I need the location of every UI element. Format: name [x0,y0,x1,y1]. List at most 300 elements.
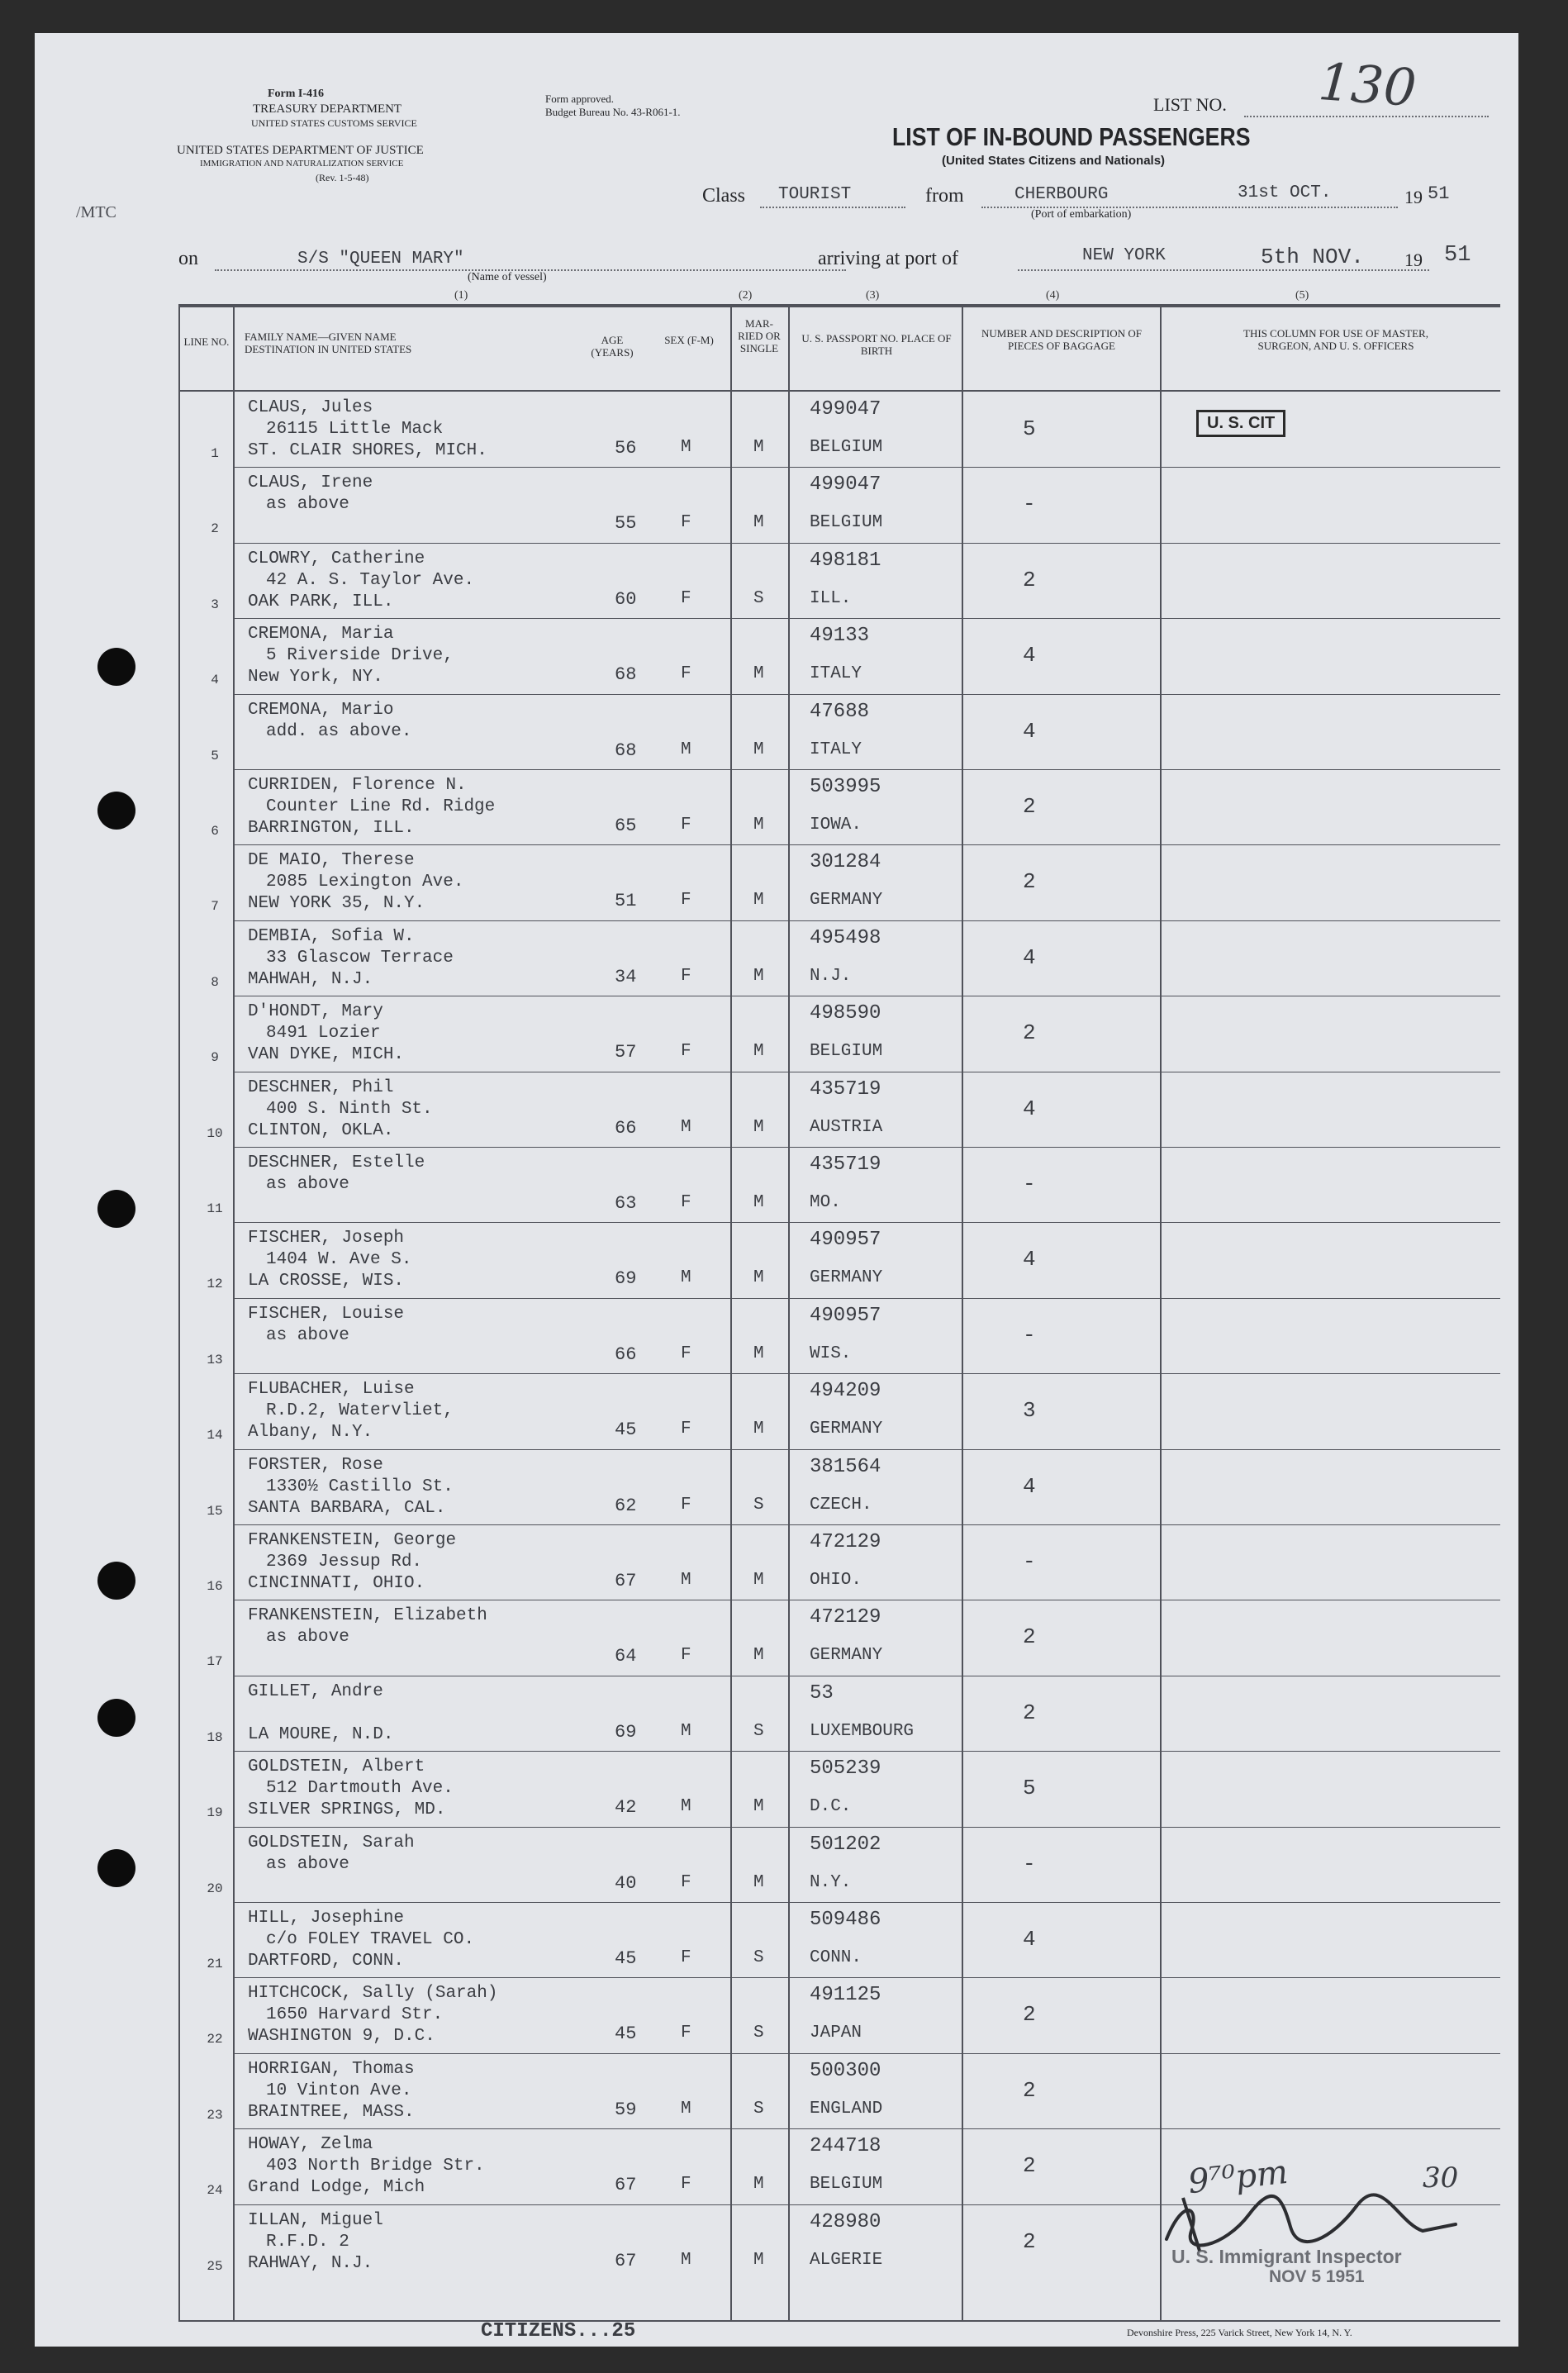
baggage-count: - [1023,492,1036,517]
passport-number: 501202 [810,1833,881,1856]
address-line-1: 42 A. S. Taylor Ave. [266,570,475,590]
marital-status: M [753,1420,764,1439]
baggage-count: 5 [1023,416,1036,441]
passport-number: 381564 [810,1455,881,1478]
line-number: 25 [207,2258,223,2274]
passenger-name: HOWAY, Zelma [248,2135,373,2155]
passenger-name: CREMONA, Maria [248,625,394,644]
arriving-label: arriving at port of [818,248,958,269]
place-of-birth: ILL. [810,588,852,608]
passport-number: 490957 [810,1304,881,1327]
age: 67 [615,2175,637,2196]
table-top-border [178,304,1500,307]
budget-bureau: Budget Bureau No. 43-R061-1. [545,106,681,118]
arrival-port: NEW YORK [1082,246,1166,265]
address-line-2: VAN DYKE, MICH. [248,1045,405,1065]
place-of-birth: OHIO. [810,1571,862,1590]
place-of-birth: CZECH. [810,1495,872,1515]
form-revision: (Rev. 1-5-48) [316,172,369,183]
passenger-name: FRANKENSTEIN, George [248,1531,457,1550]
passport-number: 435719 [810,1153,881,1176]
address-line-2: OAK PARK, ILL. [248,592,394,611]
age: 68 [615,664,637,686]
departure-year: 51 [1428,183,1450,204]
header-married-single: MAR-RIED OR SINGLE [738,317,781,354]
arrival-year: 51 [1444,243,1471,268]
address-line-1: 2369 Jessup Rd. [266,1553,423,1572]
age: 69 [615,1721,637,1743]
place-of-birth: N.Y. [810,1872,852,1892]
line-number: 6 [211,824,219,839]
place-of-birth: GERMANY [810,1268,883,1288]
age: 55 [615,513,637,535]
table-row [35,1072,1518,1147]
handwritten-total: 30 [1423,2161,1459,2195]
list-no-label: LIST NO. [1153,94,1227,115]
baggage-count: 4 [1023,1473,1036,1499]
sex: M [681,1268,691,1288]
address-line-1: 400 S. Ninth St. [266,1099,433,1119]
baggage-count: 3 [1023,1398,1036,1424]
passenger-name: CREMONA, Mario [248,700,394,720]
class-underline [760,207,905,208]
age: 67 [615,1571,637,1591]
passport-number: 244718 [810,2135,881,2158]
passport-number: 495498 [810,926,881,949]
baggage-count: 2 [1023,2228,1036,2254]
line-number: 1 [211,446,219,461]
marital-status: M [753,1117,764,1137]
age: 63 [615,1193,637,1214]
address-line-1: 8491 Lozier [266,1024,381,1044]
port-of-embarkation: CHERBOURG [1014,185,1109,204]
address-line-2: LA CROSSE, WIS. [248,1272,405,1291]
passport-number: 301284 [810,851,881,874]
address-line-1: 10 Vinton Ave. [266,2081,412,2100]
line-number: 14 [207,1428,223,1443]
passport-number: 509486 [810,1909,881,1931]
passenger-manifest-page [35,33,1518,2347]
sex: F [681,816,691,835]
marital-status: M [753,1042,764,1062]
age: 57 [615,1042,637,1063]
place-of-birth: D.C. [810,1797,852,1817]
marital-status: S [753,1495,764,1515]
line-number: 16 [207,1579,223,1594]
passport-number: 499047 [810,398,881,421]
address-line-2: NEW YORK 35, N.Y. [248,894,425,914]
column-number-5: (5) [1295,289,1309,302]
baggage-count: 4 [1023,944,1036,970]
sex: F [681,513,691,533]
marital-status: M [753,891,764,911]
passenger-name: D'HONDT, Mary [248,1002,383,1022]
passenger-name: FORSTER, Rose [248,1455,383,1475]
table-row [35,1827,1518,1902]
marital-status: S [753,588,764,608]
sex: F [681,1646,691,1666]
departure-date: 31st OCT. [1238,183,1332,202]
address-line-2: ST. CLAIR SHORES, MICH. [248,441,487,460]
table-row [35,1977,1518,2052]
sex: F [681,1948,691,1967]
baggage-count: 4 [1023,1247,1036,1272]
baggage-count: 2 [1023,2002,1036,2028]
table-row [35,1373,1518,1448]
header-officers: THIS COLUMN FOR USE OF MASTER, SURGEON, AND U. S. OFFICERS [1243,327,1428,352]
place-of-birth: IOWA. [810,816,862,835]
passenger-name: FLUBACHER, Luise [248,1380,415,1400]
header-name-destination: FAMILY NAME—GIVEN NAME DESTINATION IN UNITED STATES [245,331,412,355]
passenger-name: CLAUS, Irene [248,473,373,493]
address-line-2: BRAINTREE, MASS. [248,2102,415,2122]
passport-number: 53 [810,1681,834,1705]
table-row [35,1751,1518,1826]
line-number: 19 [207,1805,223,1821]
address-line-1: 33 Glascow Terrace [266,948,454,968]
marital-status: M [753,1646,764,1666]
table-row [35,694,1518,769]
sex: F [681,1872,691,1892]
address-line-1: add. as above. [266,721,412,741]
arrival-date: 5th NOV. [1261,245,1364,269]
table-row [35,618,1518,693]
sex: M [681,2250,691,2270]
address-line-1: 5 Riverside Drive, [266,646,454,666]
passenger-name: GOLDSTEIN, Sarah [248,1833,415,1852]
baggage-count: 2 [1023,794,1036,819]
line-number: 10 [207,1125,223,1141]
marital-status: M [753,2175,764,2195]
inspector-signature [1150,2181,1472,2256]
baggage-count: 2 [1023,1020,1036,1046]
baggage-count: - [1023,1549,1036,1574]
table-row [35,1449,1518,1524]
line-number: 12 [207,1277,223,1292]
marital-status: M [753,1797,764,1817]
column-number-4: (4) [1046,289,1060,302]
baggage-count: 2 [1023,1624,1036,1650]
line-number: 11 [207,1201,223,1216]
sex: F [681,1042,691,1062]
table-row [35,996,1518,1071]
passenger-name: DEMBIA, Sofia W. [248,926,415,946]
line-number: 17 [207,1654,223,1670]
passport-number: 500300 [810,2059,881,2082]
baggage-count: 4 [1023,1096,1036,1121]
address-line-1: c/o FOLEY TRAVEL CO. [266,1930,475,1949]
vessel-name: S/S "QUEEN MARY" [297,250,464,269]
marital-status: M [753,2250,764,2270]
passenger-name: CLOWRY, Catherine [248,549,425,568]
header-baggage: NUMBER AND DESCRIPTION OF PIECES OF BAGGAGE [981,327,1142,352]
marital-status: M [753,513,764,533]
line-number: 8 [211,974,219,990]
place-of-birth: GERMANY [810,1646,883,1666]
baggage-count: - [1023,1851,1036,1876]
header-age: AGE (YEARS) [591,334,634,359]
place-of-birth: BELGIUM [810,513,883,533]
handwritten-time: 9⁷⁰pm [1186,2152,1290,2202]
passport-number: 491125 [810,1984,881,2007]
printer-imprint: Devonshire Press, 225 Varick Street, New York 14, N. Y. [1127,2327,1352,2338]
class-value: TOURIST [778,185,852,204]
place-of-birth: GERMANY [810,1420,883,1439]
table-row [35,769,1518,844]
class-label: Class [702,185,746,207]
table-bottom-border [178,2320,1500,2322]
address-line-1: as above [266,1854,349,1874]
place-of-birth: BELGIUM [810,2175,883,2195]
place-of-birth: ITALY [810,739,862,759]
table-row [35,1222,1518,1297]
arrival-underline [1018,269,1429,271]
address-line-2: New York, NY. [248,668,383,687]
sex: M [681,1721,691,1741]
marital-status: M [753,1872,764,1892]
passport-number: 472129 [810,1606,881,1629]
page-title: LIST OF IN-BOUND PASSENGERS [892,122,1251,151]
place-of-birth: JAPAN [810,2023,862,2043]
address-line-1: 26115 Little Mack [266,420,444,439]
margin-note: /MTC [76,203,116,221]
passport-number: 490957 [810,1229,881,1252]
sex: F [681,891,691,911]
table-row [35,844,1518,920]
justice-department: UNITED STATES DEPARTMENT OF JUSTICE [177,144,424,157]
passenger-name: FRANKENSTEIN, Elizabeth [248,1606,487,1626]
list-no-value: 130 [1316,50,1418,119]
address-line-2: SANTA BARBARA, CAL. [248,1498,446,1518]
table-row [35,1147,1518,1222]
baggage-count: 2 [1023,1700,1036,1725]
passport-number: 428980 [810,2210,881,2233]
column-number-2: (2) [739,289,753,302]
header-passport: U. S. PASSPORT NO. PLACE OF BIRTH [801,332,952,357]
line-number: 13 [207,1352,223,1367]
from-label: from [925,185,964,207]
sex: F [681,588,691,608]
age: 56 [615,438,637,459]
address-line-2: LA MOURE, N.D. [248,1724,394,1744]
inspector-stamp-line: U. S. Immigrant Inspector [1171,2246,1402,2267]
baggage-count: 5 [1023,1776,1036,1801]
line-number: 15 [207,1503,223,1519]
baggage-count: - [1023,1322,1036,1348]
line-number: 20 [207,1881,223,1896]
age: 42 [615,1797,637,1819]
line-number: 18 [207,1729,223,1745]
passenger-name: ILLAN, Miguel [248,2210,383,2230]
line-number: 21 [207,1957,223,1971]
address-line-2: MAHWAH, N.J. [248,969,373,989]
immigration-service: IMMIGRATION AND NATURALIZATION SERVICE [200,159,404,169]
port-of-embarkation-caption: (Port of embarkation) [1031,208,1132,221]
passport-number: 505239 [810,1757,881,1781]
place-of-birth: N.J. [810,966,852,986]
address-line-2: DARTFORD, CONN. [248,1952,405,1971]
passport-number: 435719 [810,1077,881,1101]
address-line-2: Albany, N.Y. [248,1423,373,1443]
line-number: 9 [211,1050,219,1066]
vessel-caption: (Name of vessel) [468,271,547,283]
sex: M [681,1797,691,1817]
address-line-1: as above [266,1628,349,1648]
address-line-1: R.F.D. 2 [266,2232,349,2252]
passport-number: 49133 [810,625,870,648]
baggage-count: 4 [1023,1927,1036,1952]
address-line-2: SILVER SPRINGS, MD. [248,1800,446,1820]
table-row [35,467,1518,542]
on-label: on [178,248,198,269]
age: 65 [615,816,637,836]
place-of-birth: MO. [810,1193,841,1212]
sex: F [681,1495,691,1515]
customs-service: UNITED STATES CUSTOMS SERVICE [251,117,417,129]
place-of-birth: ALGERIE [810,2250,883,2270]
age: 66 [615,1343,637,1365]
baggage-count: 2 [1023,567,1036,592]
baggage-count: 2 [1023,869,1036,895]
marital-status: M [753,966,764,986]
address-line-1: 1650 Harvard Str. [266,2005,444,2025]
passenger-name: GOLDSTEIN, Albert [248,1757,425,1777]
page-subtitle: (United States Citizens and Nationals) [942,154,1166,168]
age: 45 [615,1420,637,1441]
address-line-2: Grand Lodge, Mich [248,2178,425,2198]
passenger-name: DESCHNER, Phil [248,1077,394,1097]
passenger-name: GILLET, Andre [248,1681,383,1701]
address-line-1: R.D.2, Watervliet, [266,1401,454,1421]
age: 59 [615,2099,637,2120]
table-row [35,1524,1518,1600]
column-number-1: (1) [454,289,468,302]
marital-status: S [753,2099,764,2119]
sex: M [681,2099,691,2119]
place-of-birth: BELGIUM [810,438,883,457]
passenger-name: FISCHER, Joseph [248,1229,405,1248]
baggage-count: 4 [1023,643,1036,668]
sex: F [681,966,691,986]
passport-number: 498590 [810,1002,881,1025]
sex: F [681,1420,691,1439]
baggage-count: 4 [1023,718,1036,744]
passenger-name: FISCHER, Louise [248,1304,405,1324]
line-number: 24 [207,2183,223,2199]
table-row [35,392,1518,467]
passenger-name: CURRIDEN, Florence N. [248,776,467,795]
header-sex: SEX (F-M) [664,334,714,346]
address-line-1: as above [266,495,349,515]
line-number: 7 [211,899,219,915]
line-number: 3 [211,597,219,612]
sex: F [681,1193,691,1212]
marital-status: M [753,1268,764,1288]
address-line-1: as above [266,1325,349,1345]
place-of-birth: ITALY [810,664,862,684]
passenger-name: HILL, Josephine [248,1909,405,1928]
us-cit-stamp: U. S. CIT [1196,410,1285,437]
age: 34 [615,966,637,987]
address-line-2: CINCINNATI, OHIO. [248,1574,425,1593]
line-number: 5 [211,748,219,763]
sex: M [681,438,691,457]
header-line-no: LINE NO. [183,335,230,348]
line-number: 2 [211,521,219,537]
form-number: Form I-416 [268,88,325,100]
place-of-birth: BELGIUM [810,1042,883,1062]
age: 62 [615,1495,637,1516]
sex: M [681,1571,691,1590]
passenger-name: HORRIGAN, Thomas [248,2059,415,2079]
place-of-birth: GERMANY [810,891,883,911]
citizens-total: CITIZENS...25 [481,2320,636,2342]
age: 60 [615,588,637,610]
address-line-1: 1404 W. Ave S. [266,1250,412,1270]
table-row [35,920,1518,996]
sex: F [681,664,691,684]
place-of-birth: AUSTRIA [810,1117,883,1137]
address-line-1: 512 Dartmouth Ave. [266,1779,454,1799]
marital-status: M [753,664,764,684]
sex: F [681,2175,691,2195]
age: 67 [615,2250,637,2271]
place-of-birth: WIS. [810,1343,852,1363]
marital-status: M [753,739,764,759]
age: 51 [615,891,637,912]
address-line-2: CLINTON, OKLA. [248,1120,394,1140]
departure-year-prefix: 19 [1404,187,1423,207]
passport-number: 498181 [810,549,881,572]
address-line-1: Counter Line Rd. Ridge [266,797,496,816]
age: 64 [615,1646,637,1667]
passport-number: 472129 [810,1531,881,1553]
sex: M [681,1117,691,1137]
address-line-1: as above [266,1175,349,1194]
age: 69 [615,1268,637,1290]
table-row [35,1298,1518,1373]
marital-status: M [753,816,764,835]
passenger-name: DESCHNER, Estelle [248,1153,425,1172]
list-no-underline [1244,116,1489,117]
column-number-3: (3) [866,289,880,302]
age: 68 [615,739,637,761]
arrival-year-prefix: 19 [1404,250,1423,270]
form-approved: Form approved. [545,93,615,105]
table-row [35,1902,1518,1977]
marital-status: S [753,2023,764,2043]
passport-number: 494209 [810,1380,881,1403]
marital-status: S [753,1721,764,1741]
inspector-stamp-date: NOV 5 1951 [1269,2267,1365,2286]
sex: M [681,739,691,759]
passenger-name: DE MAIO, Therese [248,851,415,871]
sex: F [681,2023,691,2043]
address-line-1: 2085 Lexington Ave. [266,873,464,892]
line-number: 4 [211,673,219,688]
passport-number: 503995 [810,776,881,798]
line-number: 22 [207,2032,223,2047]
passenger-name: HITCHCOCK, Sally (Sarah) [248,1984,498,2004]
address-line-1: 1330½ Castillo St. [266,1477,454,1496]
address-line-2: WASHINGTON 9, D.C. [248,2027,435,2047]
place-of-birth: LUXEMBOURG [810,1721,915,1741]
marital-status: M [753,438,764,457]
line-number: 23 [207,2107,223,2123]
sex: F [681,1343,691,1363]
table-row [35,2053,1518,2128]
treasury-department: TREASURY DEPARTMENT [253,102,402,116]
